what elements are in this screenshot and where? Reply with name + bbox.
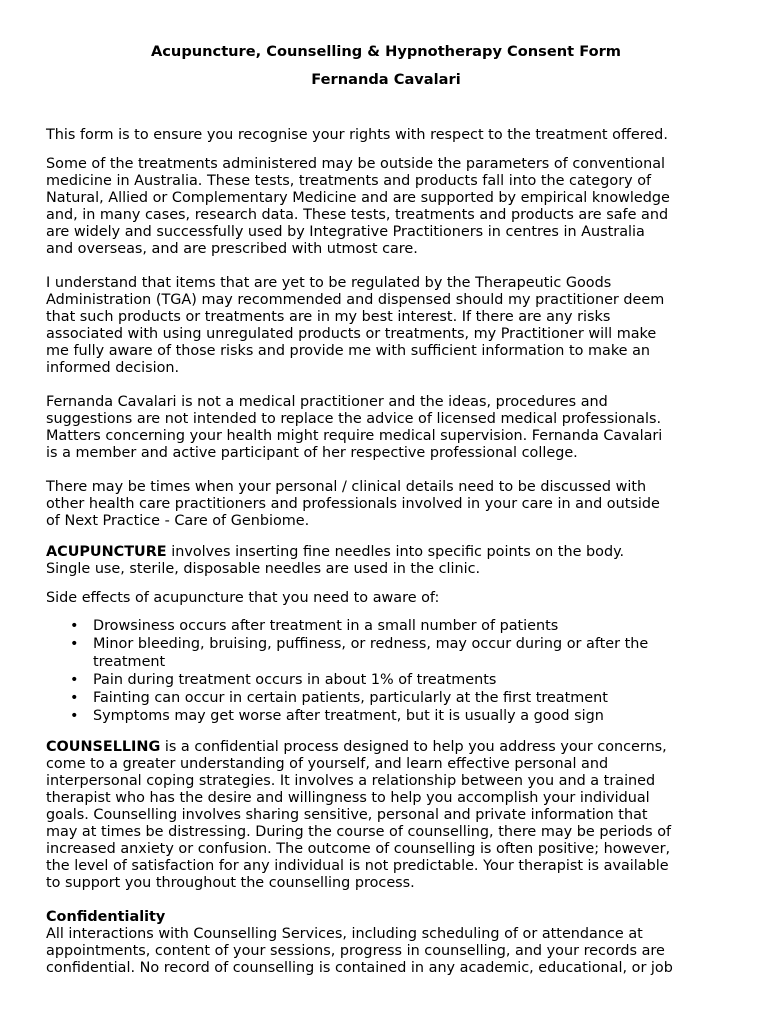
paragraph-line	[46, 544, 726, 561]
paragraph-line: are widely and successfully used by Integrative Practitioners in centres in Australia	[46, 224, 645, 240]
bullet-icon: •	[70, 636, 79, 652]
paragraph-line: goals. Counselling involves sharing sensitive, personal and private information that	[46, 807, 648, 823]
information-sharing-paragraph	[46, 479, 726, 530]
paragraph-line: All interactions with Counselling Services, including scheduling of or attendance at	[46, 926, 643, 942]
bullet-icon: •	[70, 708, 79, 724]
paragraph-line	[46, 739, 726, 756]
paragraph-line: medicine in Australia. These tests, treatments and products fall into the category of	[46, 173, 652, 189]
list-item	[46, 617, 726, 635]
list-item-text: treatment	[93, 654, 166, 670]
paragraph-line: Matters concerning your health might require medical supervision. Fernanda Cavalari	[46, 428, 663, 444]
paragraph-line: to support you throughout the counselling process.	[46, 875, 415, 891]
paragraph-line: the level of satisfaction for any individual is not predictable. Your therapist is available	[46, 858, 669, 874]
paragraph-line: of Next Practice - Care of Genbiome.	[46, 513, 310, 529]
counselling-heading: COUNSELLING	[46, 739, 161, 755]
counselling-text: is a confidential process designed to help you address your concerns,	[160, 739, 667, 755]
medical-disclaimer-paragraph	[46, 394, 726, 462]
bullet-icon: •	[70, 690, 79, 706]
acupuncture-paragraph	[46, 544, 726, 578]
paragraph-line: Administration (TGA) may recommended and dispensed should my practitioner deem	[46, 292, 665, 308]
bullet-icon: •	[70, 618, 79, 634]
paragraph-line: suggestions are not intended to replace the advice of licensed medical professionals.	[46, 411, 662, 427]
paragraph-line: Fernanda Cavalari is not a medical practitioner and the ideas, procedures and	[46, 394, 608, 410]
paragraph-line: informed decision.	[46, 360, 180, 376]
paragraph-line: that such products or treatments are in my best interest. If there are any risks	[46, 309, 611, 325]
confidentiality-section	[46, 909, 726, 977]
tga-paragraph	[46, 275, 726, 377]
list-item-text: Symptoms may get worse after treatment, but it is usually a good sign	[93, 708, 604, 724]
paragraph-line: come to a greater understanding of yourself, and learn effective personal and	[46, 756, 609, 772]
paragraph-line: Side effects of acupuncture that you need to aware of:	[46, 590, 440, 606]
paragraph-line: I understand that items that are yet to be regulated by the Therapeutic Goods	[46, 275, 612, 291]
document-title: Acupuncture, Counselling & Hypnotherapy Consent Form	[150, 43, 622, 60]
paragraph-line: confidential. No record of counselling is contained in any academic, educational, or job	[46, 960, 673, 976]
paragraph-line: Natural, Allied or Complementary Medicine and are supported by empirical knowledge	[46, 190, 670, 206]
paragraph-line: other health care practitioners and professionals involved in your care in and outside	[46, 496, 660, 512]
paragraph-line: associated with using unregulated products or treatments, my Practitioner will make	[46, 326, 657, 342]
paragraph-line: and, in many cases, research data. These tests, treatments and products are safe and	[46, 207, 669, 223]
list-item	[46, 689, 726, 707]
acupuncture-heading: ACUPUNCTURE	[46, 544, 167, 560]
paragraph-line: Some of the treatments administered may be outside the parameters of conventional	[46, 156, 666, 172]
paragraph-line: increased anxiety or confusion. The outcome of counselling is often positive; however,	[46, 841, 671, 857]
acupuncture-text: involves inserting fine needles into specific points on the body.	[166, 544, 625, 560]
paragraph-line: and overseas, and are prescribed with utmost care.	[46, 241, 418, 257]
paragraph-line: therapist who has the desire and willingness to help you accomplish your individual	[46, 790, 650, 806]
list-item-text: Pain during treatment occurs in about 1% of treatments	[93, 672, 497, 688]
conventional-medicine-paragraph	[46, 156, 726, 258]
list-item-text: Minor bleeding, bruising, puffiness, or redness, may occur during or after the	[93, 636, 649, 652]
list-item-text: Fainting can occur in certain patients, particularly at the first treatment	[93, 690, 608, 706]
intro-line: This form is to ensure you recognise your rights with respect to the treatment offered.	[46, 127, 668, 143]
confidentiality-heading: Confidentiality	[46, 909, 166, 925]
side-effects-list	[46, 617, 726, 725]
paragraph-line: me fully aware of those risks and provide me with sufficient information to make an	[46, 343, 651, 359]
list-item-text: Drowsiness occurs after treatment in a small number of patients	[93, 618, 559, 634]
list-item	[46, 707, 726, 725]
bullet-icon: •	[70, 672, 79, 688]
paragraph-line: Single use, sterile, disposable needles are used in the clinic.	[46, 561, 481, 577]
list-item	[46, 635, 726, 671]
paragraph-line: may at times be distressing. During the course of counselling, there may be periods of	[46, 824, 672, 840]
intro-paragraph	[46, 127, 726, 144]
side-effects-intro	[46, 590, 726, 607]
paragraph-line: appointments, content of your sessions, progress in counselling, and your records are	[46, 943, 665, 959]
paragraph-line: is a member and active participant of her respective professional college.	[46, 445, 578, 461]
paragraph-line: There may be times when your personal / clinical details need to be discussed with	[46, 479, 647, 495]
practitioner-name: Fernanda Cavalari	[311, 71, 461, 88]
paragraph-line: interpersonal coping strategies. It involves a relationship between you and a trained	[46, 773, 656, 789]
counselling-paragraph	[46, 739, 726, 892]
list-item	[46, 671, 726, 689]
